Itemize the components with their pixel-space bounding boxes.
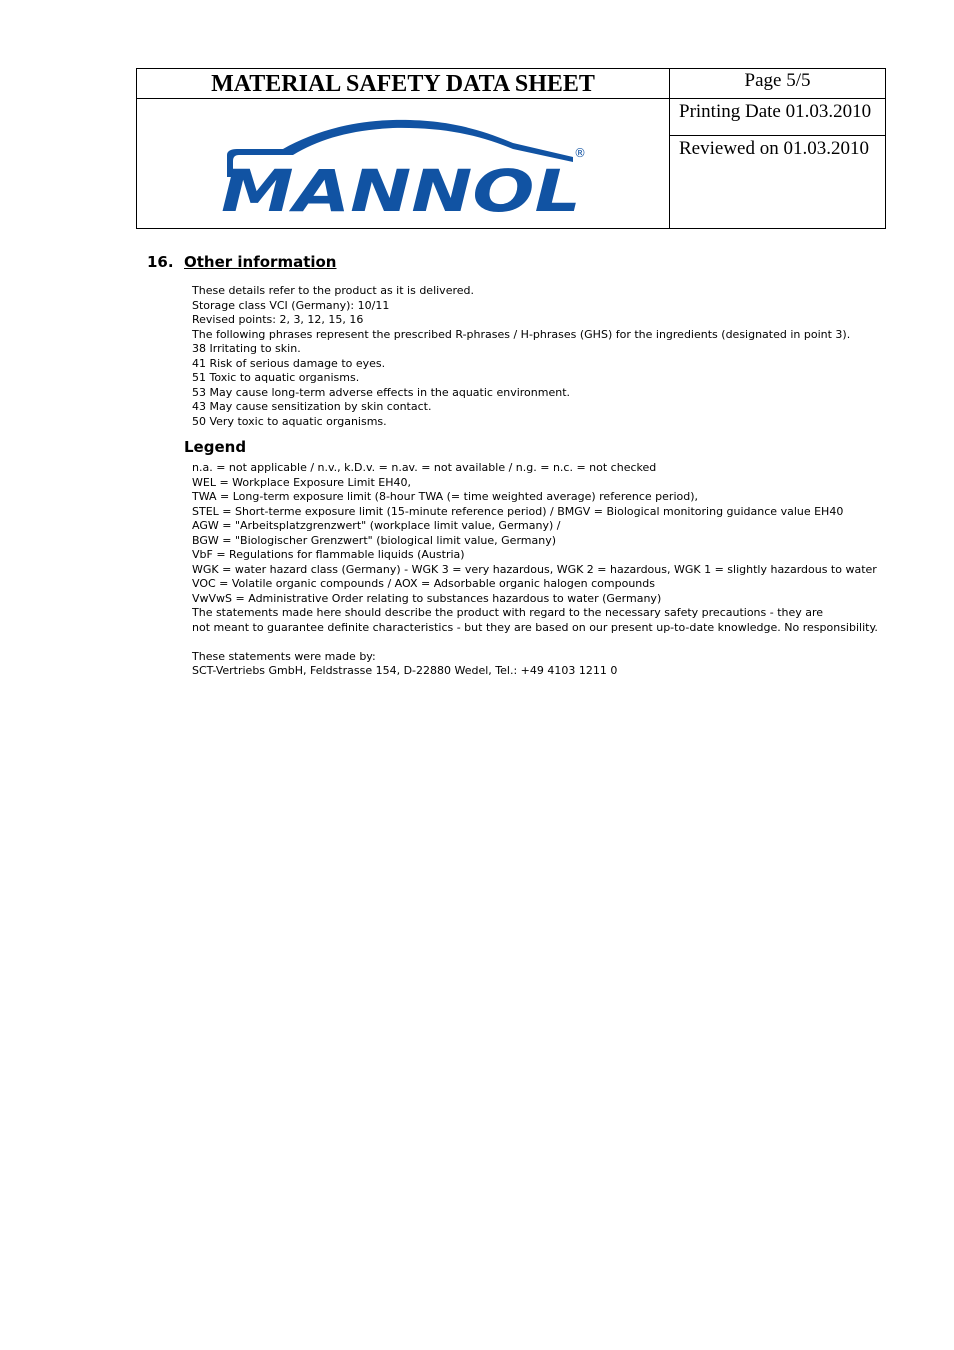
document-title: MATERIAL SAFETY DATA SHEET [137,69,670,99]
text-line: The statements made here should describe the product with regard to the necessary safety precautions - they are [192,606,824,619]
text-line: These statements were made by: [192,649,376,663]
legend-body [192,461,892,679]
logo-wordmark: MANNOL [221,157,581,215]
text-line: 51 Toxic to aquatic organisms. [192,371,360,384]
text-line: 43 May cause sensitization by skin contact. [192,400,432,413]
text-line: 41 Risk of serious damage to eyes. [192,356,386,370]
text-line: WGK = water hazard class (Germany) - WGK 3 = very hazardous, WGK 2 = hazardous, WGK 1 = slightly hazardous to water [192,562,877,576]
text-line: 38 Irritating to skin. [192,342,301,355]
logo-cell [137,99,670,228]
text-line: Revised points: 2, 3, 12, 15, 16 [192,313,364,326]
blank-line [192,635,892,650]
text-line: not meant to guarantee definite characteristics - but they are based on our present up-to-date knowledge. No responsibility. [192,620,878,634]
text-line: VOC = Volatile organic compounds / AOX = Adsorbable organic halogen compounds [192,577,655,590]
text-line: SCT-Vertriebs GmbH, Feldstrasse 154, D-22880 Wedel, Tel.: +49 4103 1211 0 [192,664,618,677]
text-line: WEL = Workplace Exposure Limit EH40, [192,475,412,489]
legend-heading: Legend [184,438,247,456]
text-line: TWA = Long-term exposure limit (8-hour TWA (= time weighted average) reference period), [192,490,698,503]
text-line: 53 May cause long-term adverse effects in the aquatic environment. [192,385,571,399]
section-heading [147,253,337,271]
section-body [192,284,892,429]
text-line: n.a. = not applicable / n.v., k.D.v. = n.av. = not available / n.g. = n.c. = not checked [192,461,657,474]
text-line: VbF = Regulations for flammable liquids (Austria) [192,548,465,561]
text-line: These details refer to the product as it is delivered. [192,284,474,297]
page-number: Page 5/5 [670,69,885,99]
text-line: BGW = "Biologischer Grenzwert" (biological limit value, Germany) [192,533,556,547]
text-line: AGW = "Arbeitsplatzgrenzwert" (workplace limit value, Germany) / [192,519,561,532]
text-line: STEL = Short-terme exposure limit (15-minute reference period) / BMGV = Biological monitoring guidance value EH40 [192,504,844,518]
printing-date: Printing Date 01.03.2010 [670,99,885,136]
text-line: The following phrases represent the prescribed R-phrases / H-phrases (GHS) for the ingredients (designated in point 3). [192,327,851,341]
mannol-logo [221,115,586,215]
section-number: 16. [147,253,174,271]
reviewed-date: Reviewed on 01.03.2010 [679,138,869,159]
registered-mark: ® [574,146,586,160]
text-line: Storage class VCI (Germany): 10/11 [192,298,390,312]
text-line: 50 Very toxic to aquatic organisms. [192,414,387,428]
section-title: Other information [184,253,337,271]
text-line: VwVwS = Administrative Order relating to substances hazardous to water (Germany) [192,591,662,605]
document-header [136,68,886,229]
